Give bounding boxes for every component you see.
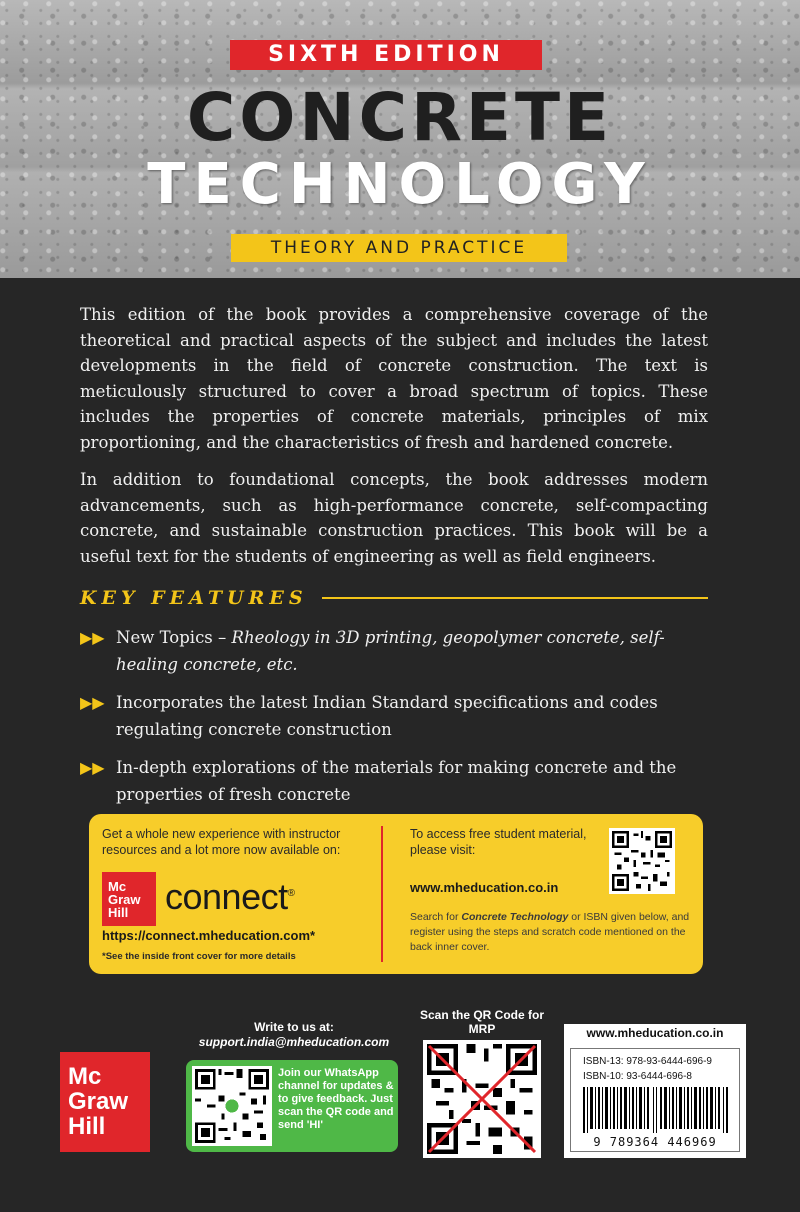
logo-line: Hill	[108, 905, 129, 920]
mcgraw-hill-logo	[102, 872, 156, 926]
whatsapp-box	[186, 1060, 398, 1152]
search-prefix: Search for	[410, 911, 462, 923]
connect-wordmark: connect	[165, 876, 288, 917]
isbn-website[interactable]: www.mheducation.co.in	[586, 1026, 724, 1040]
book-title-line1: CONCRETE	[186, 79, 614, 156]
qr-code-icon[interactable]	[609, 828, 675, 894]
search-suffix: or ISBN given below, and register using the steps and scratch code mentioned on the back inner cover.	[410, 911, 690, 953]
connect-footnote: *See the inside front cover for more details	[102, 951, 296, 962]
double-arrow-icon: ▶▶	[80, 693, 105, 712]
whatsapp-qr-code-icon[interactable]	[192, 1066, 272, 1146]
whatsapp-text: Join our WhatsApp channel for updates & to give feedback. Just scan the QR code and send 'HI'	[278, 1067, 394, 1131]
mrp-label: Scan the QR Code for MRP	[420, 1008, 545, 1036]
barcode-number: 9 789364 446969	[593, 1135, 717, 1149]
feature-text: Incorporates the latest Indian Standard specifications and codes regulating concrete construction	[116, 693, 658, 739]
student-material-text: To access free student material, please visit:	[410, 827, 587, 857]
key-features-title: KEY FEATURES	[80, 587, 308, 609]
key-features-list	[80, 624, 720, 819]
cover-header	[0, 0, 800, 278]
list-item	[80, 754, 720, 808]
connect-promo-box	[89, 814, 703, 974]
contact-block	[188, 1020, 400, 1050]
mrp-qr-code-icon[interactable]	[423, 1040, 541, 1158]
search-instructions	[410, 910, 692, 955]
barcode-icon	[583, 1087, 729, 1133]
trademark-symbol: ®	[287, 888, 295, 899]
description-paragraph-2: In addition to foundational concepts, the book addresses modern advancements, such as high-performance concrete, self-compacting concrete, and sustainable construction practices. This book will be a useful text for the students of engineering as well as field engineers.	[80, 470, 708, 566]
edition-label: SIXTH EDITION	[230, 40, 542, 70]
isbn-block	[564, 1024, 746, 1158]
key-features-rule	[322, 597, 708, 599]
search-book-title: Concrete Technology	[461, 911, 569, 923]
double-arrow-icon: ▶▶	[80, 628, 105, 647]
key-features-heading	[80, 585, 708, 611]
mheducation-url-link[interactable]: www.mheducation.co.in	[410, 880, 559, 895]
barcode-panel	[570, 1048, 740, 1152]
double-arrow-icon: ▶▶	[80, 758, 105, 777]
list-item	[80, 624, 720, 678]
connect-logo	[165, 876, 294, 918]
feature-text: In-depth explorations of the materials for making concrete and the properties of fresh concrete	[116, 758, 677, 804]
logo-line: Graw	[68, 1088, 129, 1115]
connect-intro-text: Get a whole new experience with instructor resources and a lot more now available on:	[102, 827, 341, 857]
isbn-10: ISBN-10: 93-6444-696-8	[583, 1071, 692, 1082]
publisher-logo	[60, 1052, 150, 1152]
feature-text	[116, 624, 720, 678]
support-email-link[interactable]: support.india@mheducation.com	[198, 1035, 390, 1049]
write-to-label: Write to us at:	[254, 1020, 334, 1034]
book-description	[80, 302, 708, 569]
book-subtitle: THEORY AND PRACTICE	[231, 234, 567, 262]
connect-url-link[interactable]: https://connect.mheducation.com*	[102, 928, 316, 943]
logo-line: Mc	[68, 1063, 102, 1090]
feature-italic: Rheology in 3D printing, geopolymer concrete, self-healing concrete, etc.	[116, 628, 665, 674]
description-paragraph-1: This edition of the book provides a comprehensive coverage of the theoretical and practical aspects of the subject and includes the latest developments in the field of concrete construction. The text is meticulously structured to cover a broad spectrum of topics. These includes the properties of concrete materials, principles of mix proportioning, and the characteristics of fresh and hardened concrete.	[80, 305, 708, 452]
book-title-line2: TECHNOLOGY	[147, 152, 653, 217]
cross-out-mark	[423, 1040, 541, 1158]
list-item	[80, 689, 720, 743]
box-divider	[381, 826, 383, 962]
feature-lead: New Topics –	[116, 628, 232, 647]
isbn-13: ISBN-13: 978-93-6444-696-9	[583, 1056, 712, 1067]
logo-line: Mc	[108, 879, 127, 894]
logo-line: Graw	[108, 892, 141, 907]
logo-line: Hill	[68, 1113, 106, 1140]
